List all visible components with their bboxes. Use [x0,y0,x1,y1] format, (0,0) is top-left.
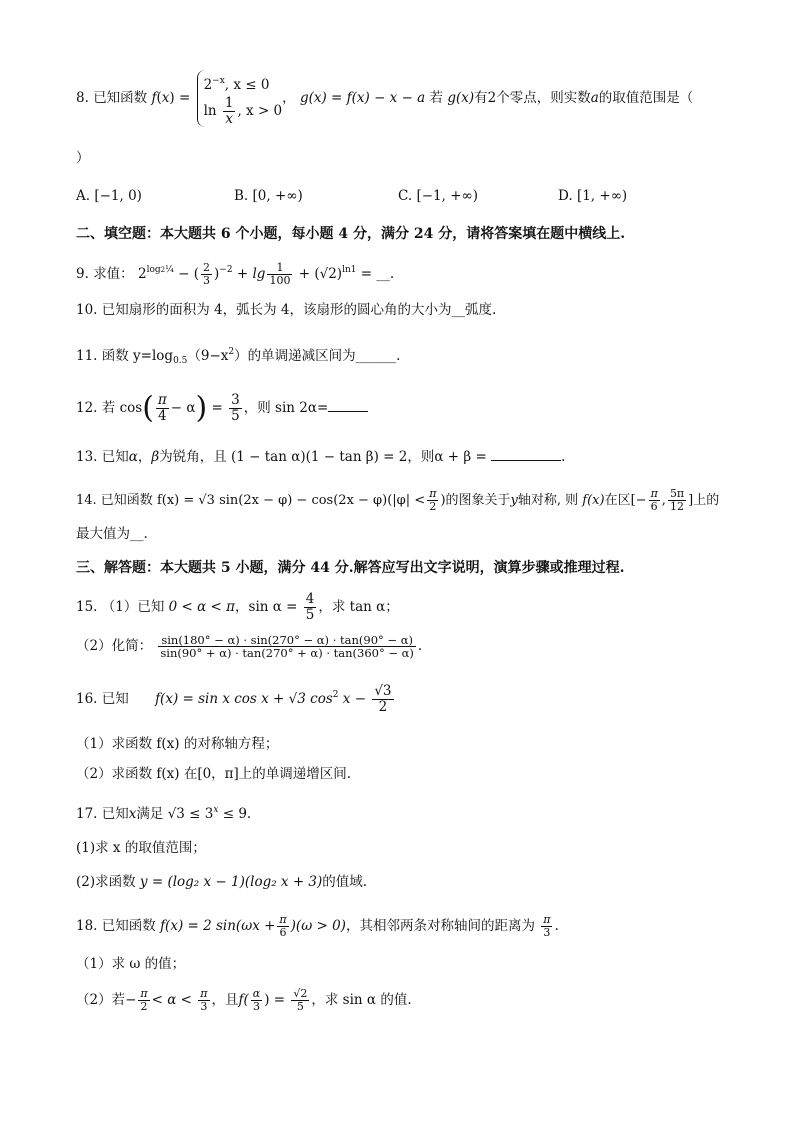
g-definition: g(x) = f(x) − x − a [299,90,426,106]
question-17-part-2: (2)求函数 y = (log₂ x − 1)(log₂ x + 3)的值域. [76,874,368,890]
q9-expression: $2^{log2\frac{1}{4}}$ − ( $\frac{2}{3}$ )$^{-2}$ + lg $\frac{1}{100}$ + $(√2)^{ln1}$ = [137,261,373,287]
question-15-part-2: （2）化简： $\frac{\sin(180^\circ - \alpha) \cdot \sin(270^\circ - \alpha) \cdot \tan(90^\circ - \alpha)}{\sin(90^\circ + \alpha) \cdot \tan(270^\circ + \alpha) \cdot \tan(360^\circ - \alpha)}$ . [76,633,423,660]
question-16-part-1: （1）求函数 f(x) 的对称轴方程； [76,736,279,752]
question-18: 18. 已知函数 f(x) = 2 sin(ωx + $\frac{\pi}{6}$ )(ω > 0)，其相邻两条对称轴间的距离为 $\frac{\pi}{3}$ . [76,913,559,939]
option-a: A. [−1, 0) [76,188,142,204]
simplify-fraction: $\frac{\sin(180^\circ - \alpha) \cdot \sin(270^\circ - \alpha) \cdot \tan(90^\circ - \alpha)}{\sin(90^\circ + \alpha) \cdot \tan(270^\circ + \alpha) \cdot \tan(360^\circ - \alpha)}$ [160,633,414,660]
question-17-part-1: (1)求 x 的取值范围； [76,840,206,856]
option-b: B. [0, +∞) [234,188,303,204]
answer-blank[interactable] [491,447,561,461]
section-2-heading: 二、填空题：本大题共 6 个小题，每小题 4 分，满分 24 分，请将答案填在题中横线上. [76,226,626,242]
piecewise-case-1: $2^{-x}$, x ≤ 0 [203,76,270,93]
question-16: 16. 已知 f(x) = sin x cos x + √3 $\cos^2 x$ − $\frac{√3}{2}$ [76,683,392,715]
option-d: D. [1, +∞) [558,188,628,204]
question-18-part-1: （1）求 ω 的值； [76,956,186,972]
question-8-close: ） [76,150,90,166]
question-8-options [76,186,726,206]
question-16-part-2: （2）求函数 f(x) 在[0，π]上的单调递增区间. [76,766,352,782]
question-number: 8. [76,90,89,106]
question-11: 11. 函数 $y=\log_{0.5}(9-x^2)$的单调递减区间为______. [76,347,401,366]
answer-blank[interactable] [328,398,368,412]
question-17: 17. 已知x满足 $√3 \le 3^x \le 9$. [76,805,252,822]
question-15-part-1: 15. （1）已知 0 < α < π，sin α = $\frac{4}{5}$ ，求 tan α； [76,591,399,623]
section-3-heading: 三、解答题：本大题共 5 小题，满分 44 分.解答应写出文字说明，演算步骤或推理过程. [76,560,625,576]
question-18-part-2: （2）若− $\frac{\pi}{2}$ < α < $\frac{\pi}{3}$ ，且f( $\frac{\alpha}{3}$ ) = $\frac{√2}{5}$ ，求 sin α 的值. [76,987,412,1013]
question-9: 9. 求值： $2^{log2\frac{1}{4}}$ − ( $\frac{2}{3}$ )$^{-2}$ + lg $\frac{1}{100}$ + $(√2)^{ln1}$ = __. [76,261,395,287]
piecewise-case-2: ln $\frac{1}{x}$ , x > 0 [203,95,283,127]
question-14: 14. 已知函数 f(x) = √3 sin(2x − φ) − cos(2x − φ)(|φ| < $\frac{\pi}{2}$ )的图象关于y轴对称, 则 f(x)在区[− $\frac{\pi}{6}$ , $\frac{5\pi}{12}$ ]上的 [76,487,720,513]
fraction: $\frac{1}{x}$ [224,95,234,127]
question-10: 10. 已知扇形的面积为 4，弧长为 4，该扇形的圆心角的大小为__弧度. [76,302,497,318]
question-14-line-2: 最大值为__. [76,526,148,542]
question-8: 8. 已知函数 f(x) = $2^{-x}$, x ≤ 0 ln $\frac{1}{x}$ , x > 0 ， g(x) = f(x) − x − a 若 g(x)有2个零点，则实数a的取值范围是（ [76,70,693,127]
question-12: 12. 若 cos( $\frac{\pi}{4}$ − α) = $\frac{3}{5}$ ，则 sin 2α= [76,393,368,424]
option-c: C. [−1, +∞) [398,188,479,204]
piecewise-brace [197,70,283,127]
question-13: 13. 已知α，β为锐角，且 (1 − tan α)(1 − tan β) = 2，则α + β = . [76,449,566,465]
